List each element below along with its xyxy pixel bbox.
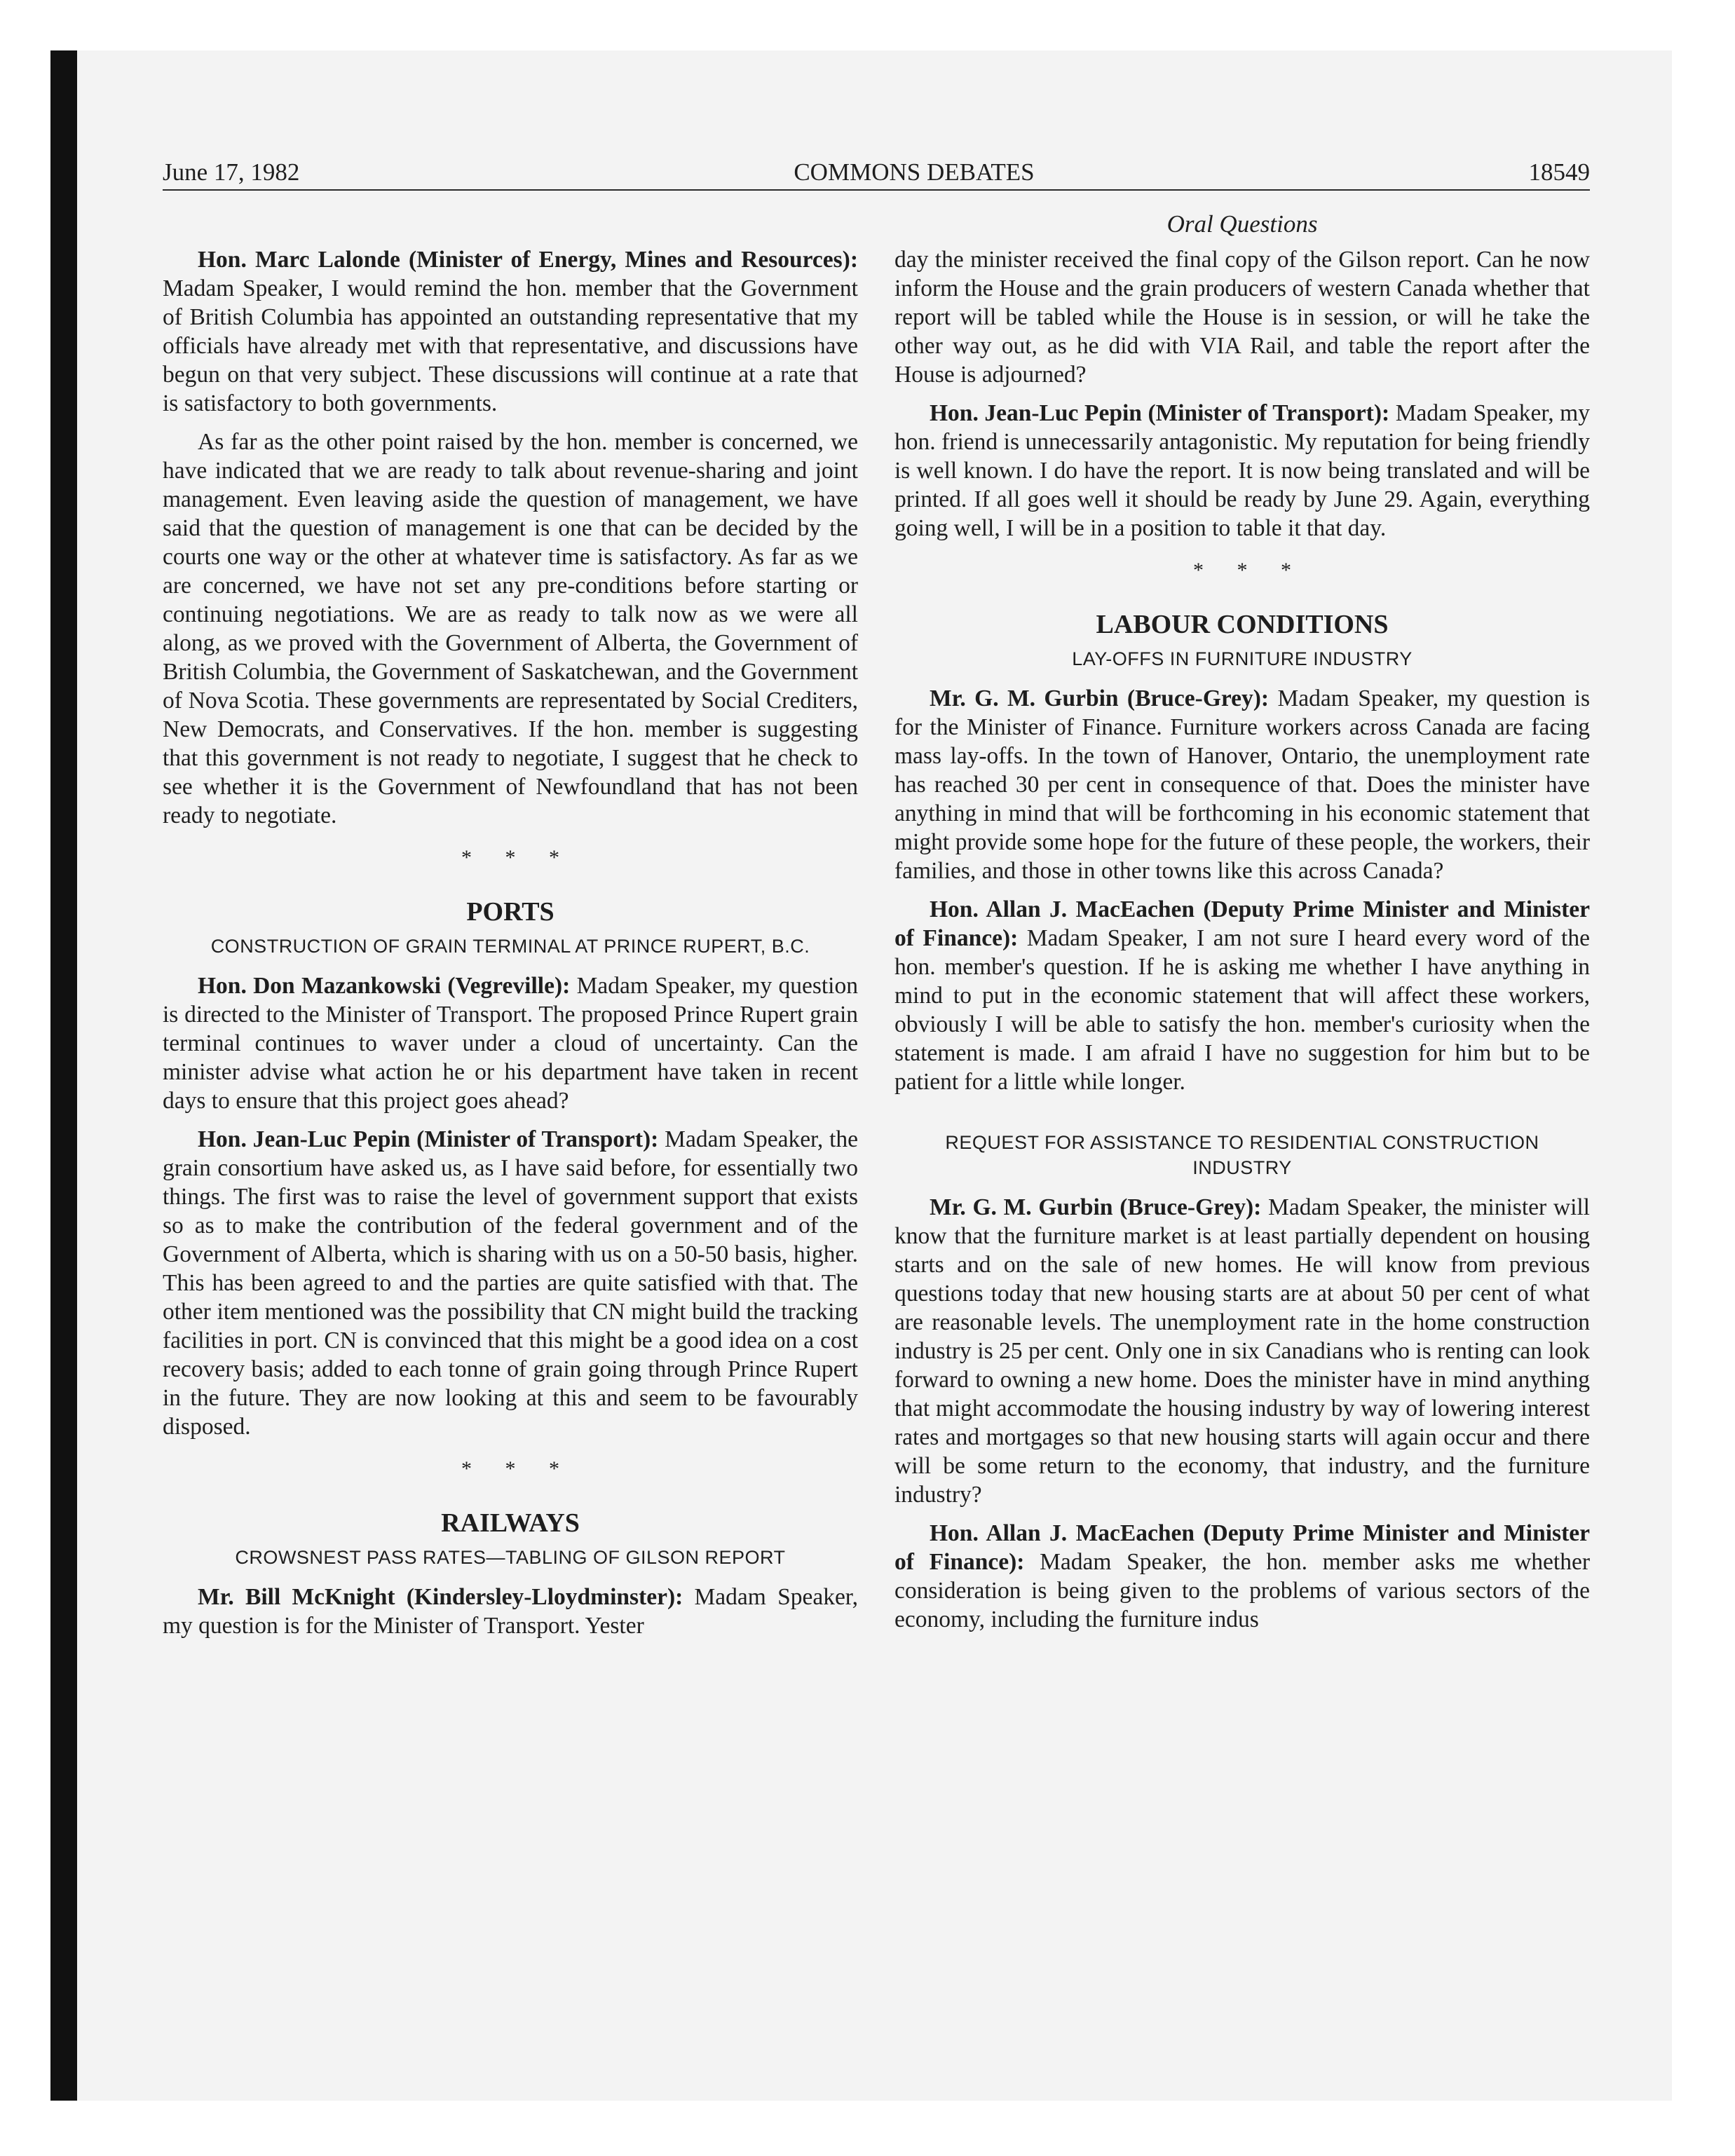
- paragraph: [163, 245, 858, 418]
- paragraph: [894, 895, 1590, 1096]
- speaker-name: Mr. G. M. Gurbin (Bruce-Grey):: [930, 1194, 1262, 1220]
- left-column: [163, 245, 858, 1650]
- paragraph: [894, 1519, 1590, 1634]
- speech-text: Madam Speaker, my question is for the Minister of Transport. Yester: [163, 1584, 858, 1639]
- speech-text: Madam Speaker, my question is for the Minister of Finance. Furniture workers across Canada are facing mass lay-offs. In the town of Hanover, Ontario, the unemployment rate has reached 30 per cent in consequence of that. Does the minister have anything in mind that will be forthcoming in his economic statement that might provide some hope for the future of these people, the workers, their families, and those in other towns like this across Canada?: [894, 685, 1590, 884]
- subheading-layoffs: LAY-OFFS IN FURNITURE INDUSTRY: [1072, 648, 1413, 669]
- paragraph: [894, 684, 1590, 885]
- section-title: Oral Questions: [1166, 210, 1318, 238]
- subheading-crowsnest: CROWSNEST PASS RATES—TABLING OF GILSON REPORT: [235, 1547, 786, 1568]
- paragraph: [163, 971, 858, 1115]
- paragraph: [163, 1125, 858, 1441]
- speaker-name: Hon. Allan J. MacEachen (Deputy Prime Minister and Minister of Finance):: [894, 896, 1590, 951]
- paragraph: [894, 399, 1590, 543]
- speech-text: Madam Speaker, the hon. member asks me whether consideration is being given to the problems of various sectors of the economy, including the furniture indus: [894, 1549, 1590, 1632]
- speaker-name: Mr. Bill McKnight (Kindersley-Lloydminster):: [198, 1584, 683, 1610]
- speaker-name: Mr. G. M. Gurbin (Bruce-Grey):: [930, 685, 1270, 711]
- section-heading-labour: LABOUR CONDITIONS: [1096, 610, 1389, 639]
- subheading-grain-terminal: CONSTRUCTION OF GRAIN TERMINAL AT PRINCE RUPERT, B.C.: [210, 936, 810, 957]
- speaker-name: Hon. Allan J. MacEachen (Deputy Prime Minister and Minister of Finance):: [894, 1520, 1590, 1575]
- speaker-name: Hon. Jean-Luc Pepin (Minister of Transport):: [198, 1126, 659, 1152]
- speech-text: Madam Speaker, I would remind the hon. member that the Government of British Columbia has appointed an outstanding representative that my officials have already met with that representative, and discussions have begun on that very subject. These discussions will continue at a rate that is satisfactory to both governments.: [163, 275, 858, 416]
- paragraph: [163, 1583, 858, 1640]
- section-break-stars: * * *: [461, 846, 573, 869]
- speech-text: Madam Speaker, the minister will know that the furniture market is at least partially dependent on housing starts and on the sale of new homes. He will know from previous questions today that new housing starts are at about 50 per cent of what are reasonable levels. The unemployment rate in the home construction industry is 25 per cent. Only one in six Canadians who is renting can look forward to owning a new home. Does the minister have in mind anything that might accommodate the housing industry by way of lowering interest rates and mortgages so that new housing starts will again occur and there will be some return to the economy, that industry, and the furniture industry?: [894, 1194, 1590, 1508]
- header-publication: COMMONS DEBATES: [794, 158, 1035, 186]
- paragraph: As far as the other point raised by the hon. member is concerned, we have indicated that we are ready to talk about revenue-sharing and joint management. Even leaving aside the question of management, we have said that the question of management is one that can be decided by the courts one way or the other at whatever time is satisfactory. As far as we are concerned, we have not set any pre-conditions before starting or continuing negotiations. We are as ready to talk now as we were all along, as we proved with the Government of Alberta, the Government of British Columbia, the Government of Saskatchewan, and the Government of Nova Scotia. These governments are representated by Social Crediters, New Democrats, and Conservatives. If the hon. member is suggesting that this government is not ready to negotiate, I suggest that he check to see whether it is the Government of Newfoundland that has not been ready to negotiate.: [163, 429, 858, 828]
- section-heading-ports: PORTS: [466, 897, 554, 927]
- paragraph: [894, 1193, 1590, 1509]
- speech-text: Madam Speaker, my question is directed to the Minister of Transport. The proposed Prince Rupert grain terminal continues to waver under a cloud of uncertainty. Can the minister advise what action he or his department have taken in recent days to ensure that this project goes ahead?: [163, 973, 858, 1114]
- right-column: [894, 245, 1590, 1644]
- running-head: [163, 158, 1590, 191]
- paragraph: day the minister received the final copy of the Gilson report. Can he now inform the House and the grain producers of western Canada whether that report will be tabled while the House is in session, or will he take the other way out, as he did with VIA Rail, and table the report after the House is adjourned?: [894, 247, 1590, 388]
- section-break-stars: * * *: [1193, 559, 1305, 582]
- subheading-residential-construction: REQUEST FOR ASSISTANCE TO RESIDENTIAL CONSTRUCTION INDUSTRY: [945, 1132, 1539, 1178]
- section-heading-railways: RAILWAYS: [441, 1508, 580, 1538]
- header-date: June 17, 1982: [163, 158, 300, 186]
- speaker-name: Hon. Marc Lalonde (Minister of Energy, Mines and Resources):: [198, 247, 858, 273]
- header-page-number: 18549: [1528, 158, 1590, 186]
- speaker-name: Hon. Jean-Luc Pepin (Minister of Transport):: [930, 400, 1390, 426]
- speaker-name: Hon. Don Mazankowski (Vegreville):: [198, 973, 571, 999]
- speech-text: Madam Speaker, I am not sure I heard every word of the hon. member's question. If he is asking me whether I have anything in mind to put in the economic statement that will affect these workers, obviously I will be able to satisfy the hon. member's curiosity when the statement is made. I am afraid I have no suggestion for him but to be patient for a little while longer.: [894, 925, 1590, 1095]
- section-break-stars: * * *: [461, 1457, 573, 1480]
- speech-text: Madam Speaker, my hon. friend is unnecessarily antagonistic. My reputation for being friendly is well known. I do have the report. It is now being translated and will be printed. If all goes well it should be ready by June 29. Again, everything going well, I will be in a position to table it that day.: [894, 400, 1590, 541]
- scan-edge-bar: [50, 50, 77, 2101]
- speech-text: Madam Speaker, the grain consortium have asked us, as I have said before, for essentially two things. The first was to raise the level of government support that exists so as to make the contribution of the federal government and of the Government of Alberta, which is sharing with us on a 50-50 basis, higher. This has been agreed to and the parties are quite satisfied with that. The other item mentioned was the possibility that CN might build the tracking facilities in port. CN is convinced that this might be a good idea on a cost recovery basis; added to each tonne of grain going through Prince Rupert in the future. They are now looking at this and seem to be favourably disposed.: [163, 1126, 858, 1440]
